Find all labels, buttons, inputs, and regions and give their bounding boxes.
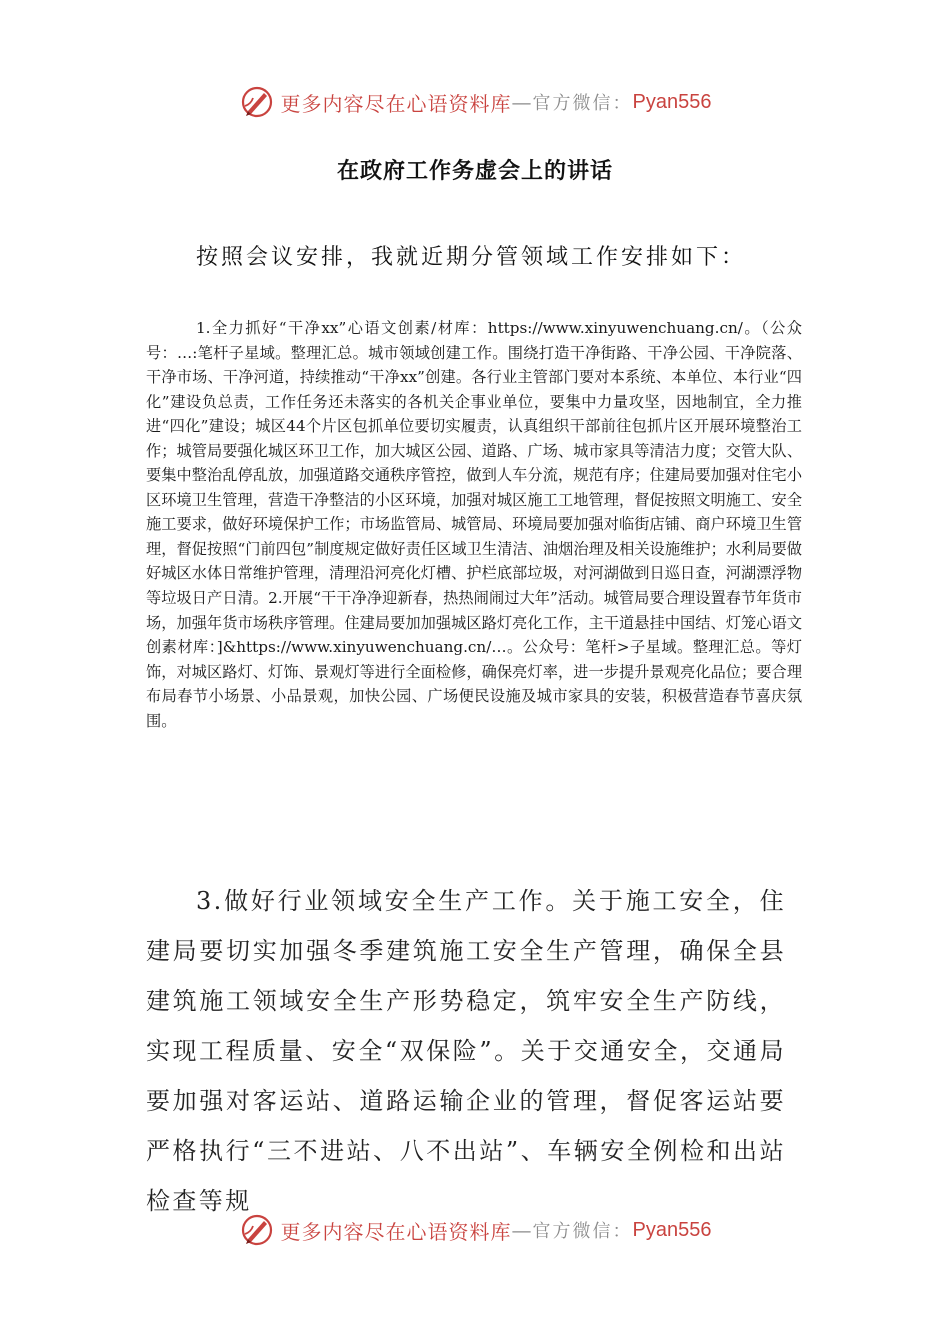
watermark-dash: — <box>511 1218 533 1242</box>
watermark-suffix: 官方微信： <box>532 93 633 114</box>
body-paragraph-small: 1.全力抓好“干净xx”心语文创素/材库：https://www.xinyuwenchuang.cn/。（公众号：…:笔杆子星域。整理汇总。城市领域创建工作。围绕打造干净街路、干净公园、干净院落、干净市场、干净河道，持续推动“干净xx”创建。各行业主管部门要对本系统、本单位、本行业“四化”建设负总责，工作任务还未落实的各机关企事业单位，要集中力量攻坚，因地制宜，全力推进“四化”建设；城区44个片区包抓单位要切实履责，认真组织干部前往包抓片区开展环境整治工作；城管局要强化城区环卫工作，加大城区公园、道路、广场、城市家具等清洁力度；交管大队、要集中整治乱停乱放，加强道路交通秩序管控，做到人车分流，规范有序；住建局要加强对住宅小区环境卫生管理，营造干净整洁的小区环境，加强对城区施工工地管理，督促按照文明施工、安全施工要求，做好环境保护工作；市场监管局、城管局、环境局要加强对临街店铺、商户环境卫生管理，督促按照“门前四包”制度规定做好责任区域卫生清洁、油烟治理及相关设施维护；水利局要做好城区水体日常维护管理，清理沿河亮化灯槽、护栏底部垃圾，对河湖做到日巡日查，河湖漂浮物等垃圾日产日清。2.开展“干干净净迎新春，热热闹闹过大年”活动。城管局要合理设置春节年货市场，加强年货市场秩序管理。住建局要加加强城区路灯亮化工作，主干道悬挂中国结、灯笼心语文创素材库：]&https://www.xinyuwenchuang.cn/…。公众号：笔杆>子星域。整理汇总。等灯饰，对城区路灯、灯饰、景观灯等进行全面检修，确保亮灯率，进一步提升景观亮化品位；要合理布局春节小场景、小品景观，加快公园、广场便民设施及城市家具的安装，积极营造春节喜庆氛围。 <box>146 319 802 730</box>
pen-circle-logo-icon <box>239 1212 275 1248</box>
watermark-wechat-id: Pyan556 <box>632 90 712 113</box>
watermark-dash: — <box>511 90 533 114</box>
watermark-text: 更多内容尽在心语资料库 <box>280 1219 512 1244</box>
watermark-suffix: 官方微信： <box>532 1221 633 1242</box>
footer-watermark-banner <box>0 1208 950 1252</box>
header-watermark-banner <box>0 80 950 124</box>
page-title: 在政府工作务虚会上的讲话 <box>336 158 613 184</box>
watermark-wechat-id: Pyan556 <box>632 1218 712 1241</box>
watermark-text: 更多内容尽在心语资料库 <box>280 91 512 116</box>
intro-text: 按照会议安排，我就近期分管领域工作安排如下： <box>196 245 747 270</box>
body-paragraph-large: 3.做好行业领域安全生产工作。关于施工安全，住建局要切实加强冬季建筑施工安全生产管理，确保全县建筑施工领域安全生产形势稳定，筑牢安全生产防线，实现工程质量、安全“双保险”。关于交通安全，交通局要加强对客运站、道路运输企业的管理，督促客运站要严格执行“三不进站、八不出站”、车辆安全例检和出站检查等规 <box>146 887 786 1215</box>
pen-circle-logo-icon <box>239 84 275 120</box>
